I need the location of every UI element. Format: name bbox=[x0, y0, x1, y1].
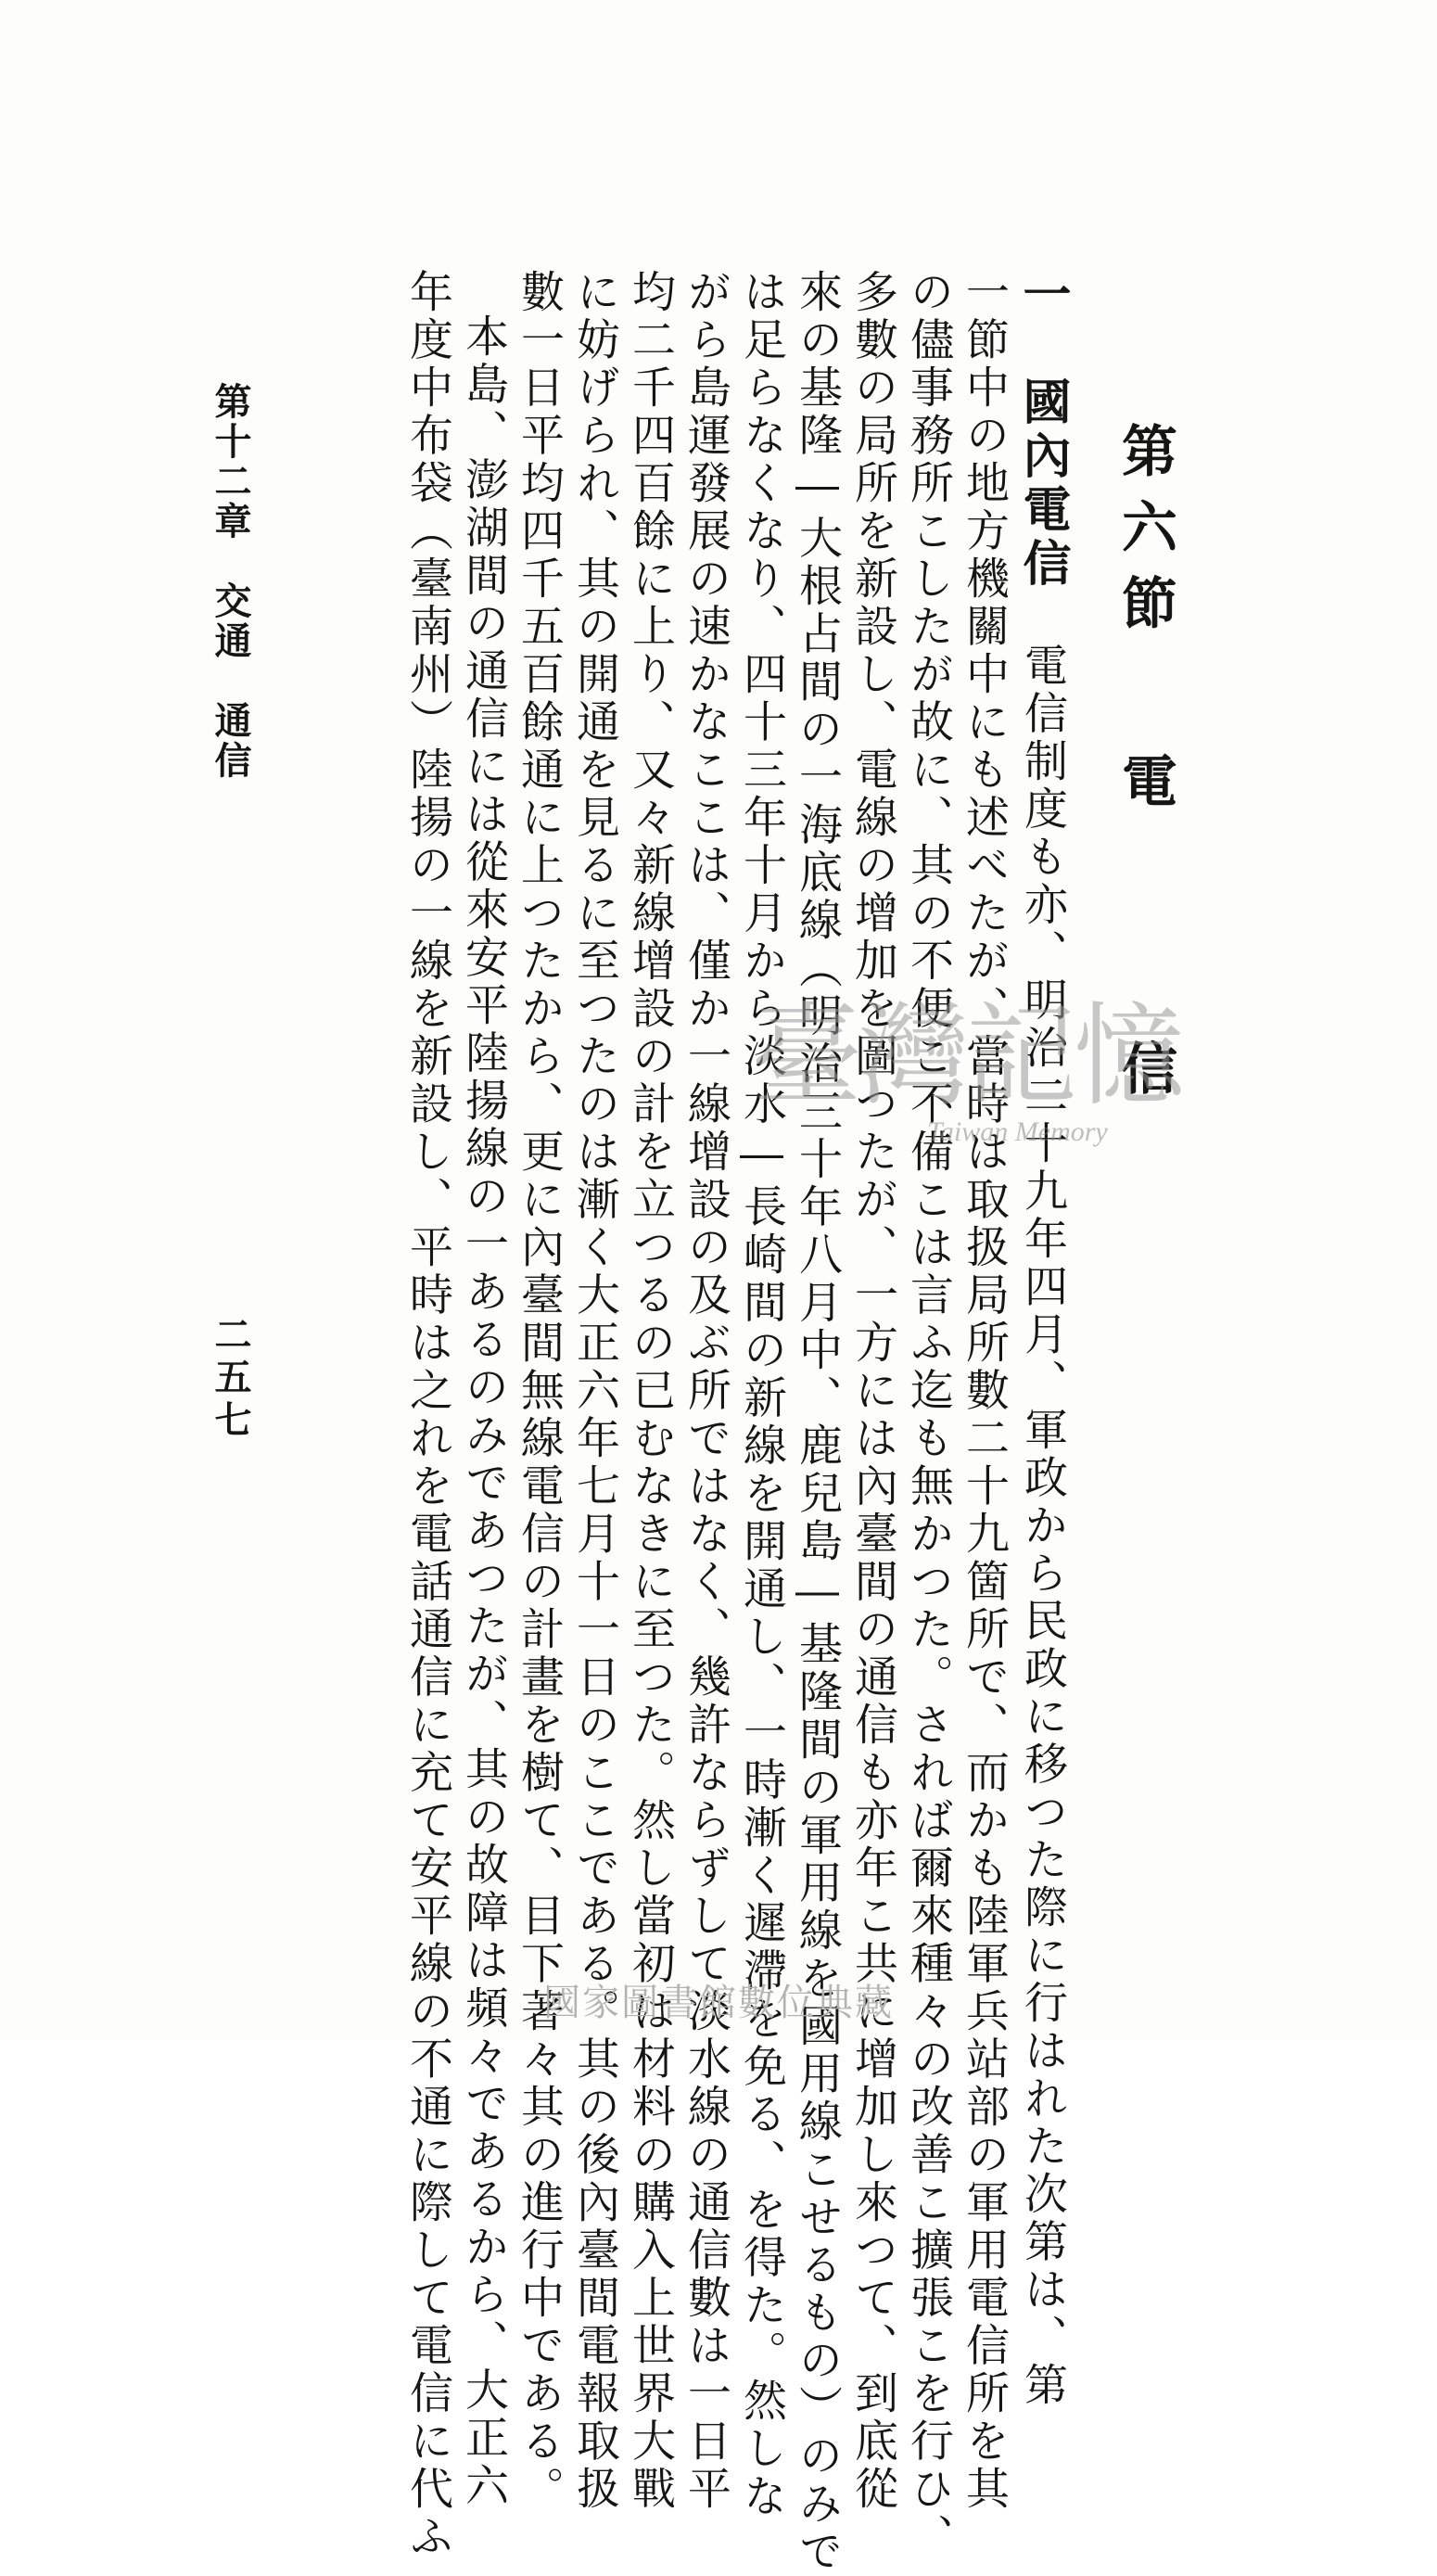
text-line: 年度中布袋（臺南州）陸揚の一線を新設し、平時は之れを電話通信に充て安平線の不通に際して電信に代ふ bbox=[402, 269, 453, 2561]
text-column-8 bbox=[625, 269, 676, 2514]
text-column-6 bbox=[736, 269, 787, 2521]
text-column-10 bbox=[514, 269, 565, 2514]
text-column-5 bbox=[792, 269, 843, 2576]
text-column-9 bbox=[569, 269, 620, 2514]
text-line: 本島、澎湖間の通信には從來安平陸揚線の一あるのみであつたが、其の故障は頻々であるから、大正六 bbox=[458, 313, 509, 2510]
text-line: 均二千四百餘に上り、又々新線增設の計を立つるの已むなきに至つた。然し當初は材料の購入上世界大戰 bbox=[625, 269, 676, 2514]
text-line: 多數の局所を新設し、電線の增加を圖つたが、一方には內臺間の通信も亦年こ共に增加し來つて、到底從 bbox=[847, 269, 898, 2514]
running-head: 第十二章 交通 通信 bbox=[209, 382, 252, 781]
section-title bbox=[1113, 422, 1177, 1327]
text-line: の儘事務所こしたが故に、其の不便こ不備こは言ふ迄も無かつた。されば爾來種々の改善こ擴張こを行ひ、 bbox=[903, 269, 954, 2561]
text-column-3 bbox=[903, 269, 954, 2561]
footer-credit: 國家圖書館數位典藏 bbox=[543, 1982, 894, 2024]
watermark-chars: 臺灣記憶 bbox=[751, 992, 1181, 1121]
text-column-7 bbox=[680, 269, 731, 2514]
text-line: は足らなくなり、四十三年十月から淡水―長崎間の新線を開通し、一時漸く遲滯を免る、を得た。然しな bbox=[736, 269, 787, 2521]
text-line: 電信制度も亦、明治二十九年四月、軍政から民政に移つた際に行はれた次第は、第 bbox=[1017, 643, 1068, 2410]
text-column-4 bbox=[847, 269, 898, 2514]
text-line: 一節中の地方機關中にも述べたが、當時は取扱局所數二十九箇所で、而かも陸軍兵站部の軍用電信所を其 bbox=[959, 269, 1010, 2514]
section-number: 第六節 bbox=[1113, 422, 1177, 650]
text-line: 來の基隆―大根占間の一海底線（明治三十年八月中、鹿兒島―基隆間の軍用線を國用線こせるもの）のみで bbox=[792, 269, 843, 2576]
page-number: 二五七 bbox=[209, 1315, 252, 1443]
text-line: がら島運發展の速かなここは、僅か一線增設の及ぶ所ではなく、幾許ならずして淡水線の通信數は一日平 bbox=[680, 269, 731, 2514]
watermark-text: Taiwan Memory bbox=[927, 1116, 1108, 1147]
text-column-11 bbox=[458, 313, 509, 2510]
text-column-12 bbox=[402, 269, 453, 2561]
text-column-1 bbox=[1014, 269, 1071, 2410]
section-name: 電信 bbox=[1113, 752, 1177, 1327]
subsection-heading: 一 國內電信 bbox=[1014, 269, 1071, 592]
text-column-2 bbox=[959, 269, 1010, 2514]
text-line: に妨げられ、其の開通を見るに至つたのは漸く大正六年七月十一日のここである。其の後內臺間電報取扱 bbox=[569, 269, 620, 2514]
text-line: 數一日平均四千五百餘通に上つたから、更に內臺間無線電信の計畫を樹て、目下著々其の進行中である。 bbox=[514, 269, 565, 2514]
